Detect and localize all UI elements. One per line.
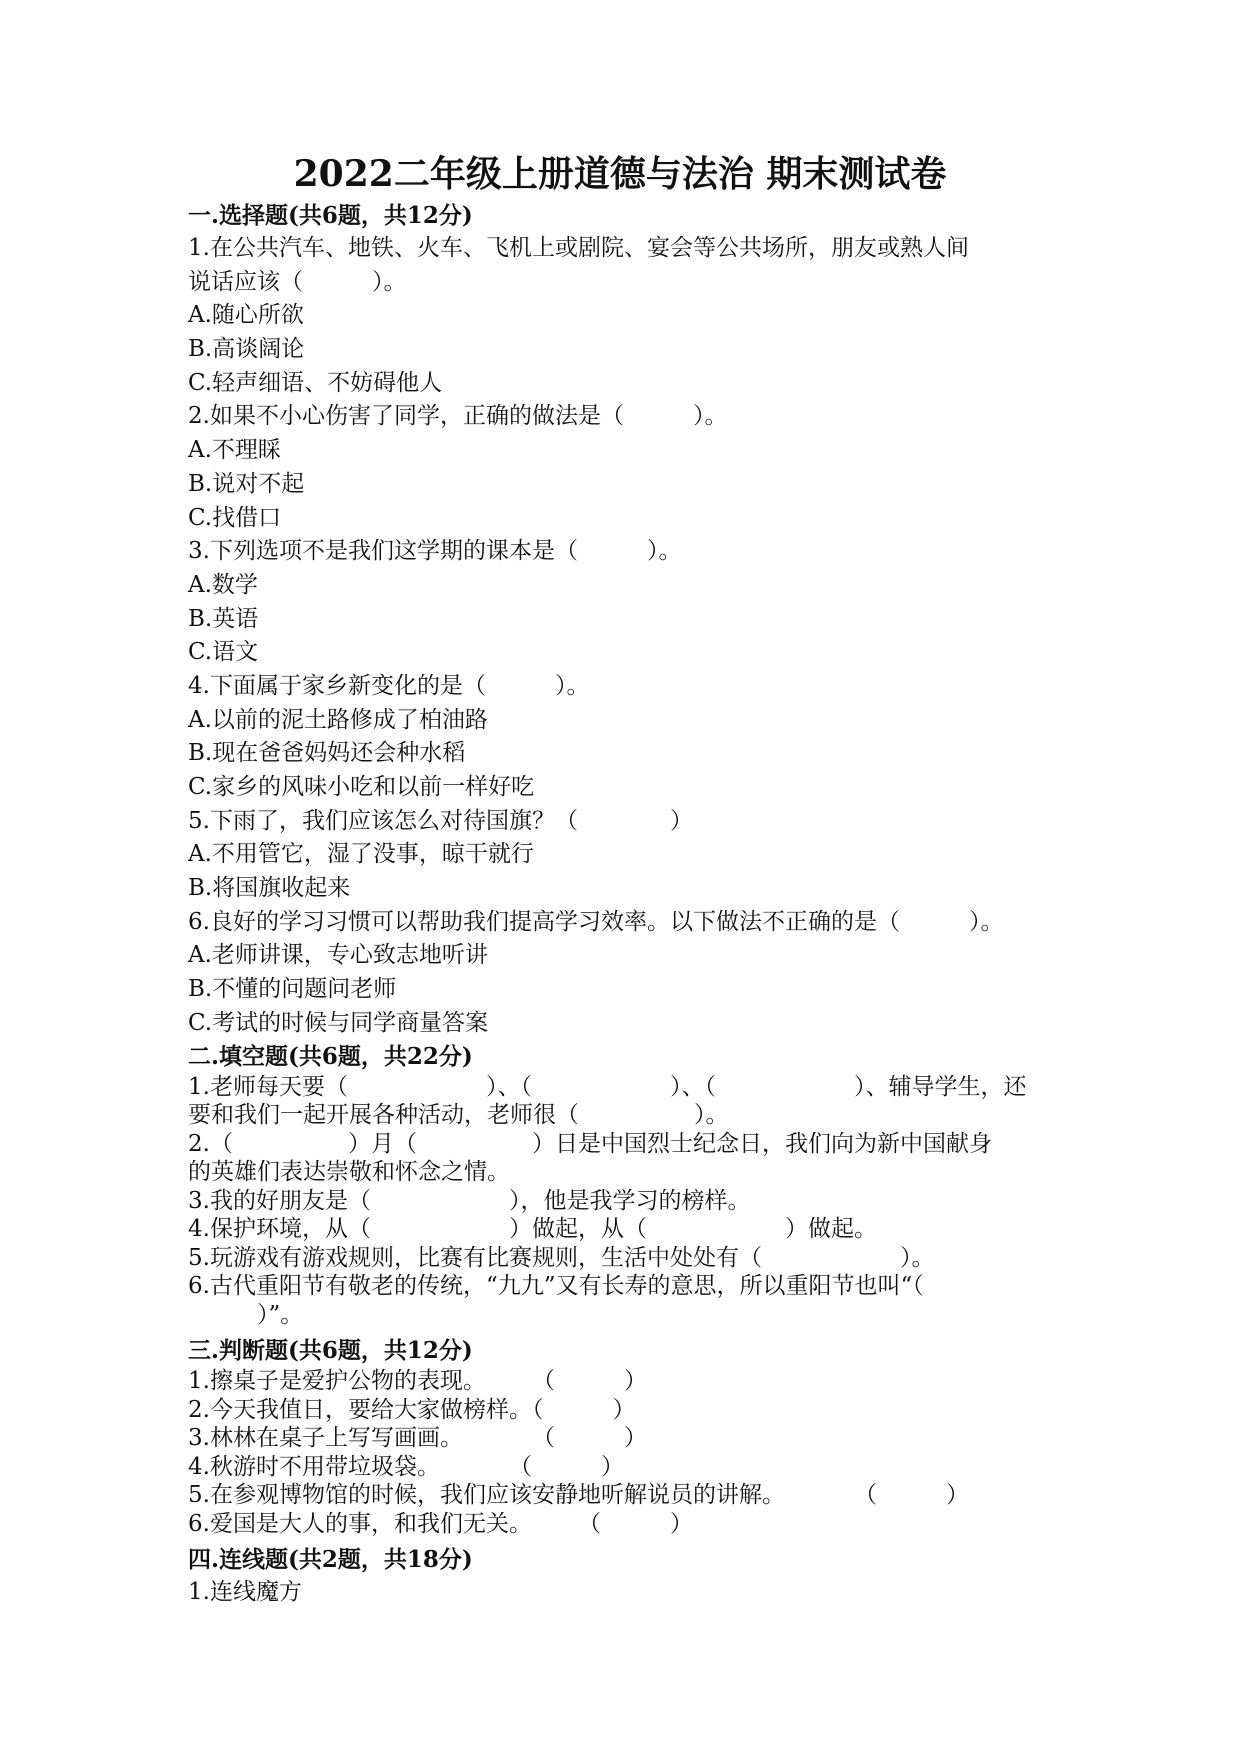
option-line: B.不懂的问题问老师 [188, 976, 397, 1003]
section-matching [188, 1544, 1088, 1610]
question-line: 5.玩游戏有游戏规则，比赛有比赛规则，生活中处处有（ ）。 [188, 1244, 935, 1271]
question-line: 3.林林在桌子上写写画画。 （ ） [188, 1425, 647, 1451]
option-line: C.轻声细语、不妨碍他人 [188, 369, 443, 396]
option-line: A.老师讲课，专心致志地听讲 [188, 942, 488, 969]
section-true-false [188, 1335, 1088, 1538]
question-line: 说话应该（ ）。 [188, 268, 407, 295]
page-title: 2022二年级上册道德与法治 期末测试卷 [293, 153, 947, 195]
option-line: A.数学 [188, 571, 258, 598]
question-line: 6.古代重阳节有敬老的传统，“九九”又有长寿的意思，所以重阳节也叫“（ [188, 1273, 924, 1299]
question-line: 4.下面属于家乡新变化的是（ ）。 [188, 672, 590, 699]
section-multiple-choice [188, 200, 1088, 1041]
section-heading: 二.填空题(共6题，共22分) [188, 1042, 473, 1070]
question-line: 4.秋游时不用带垃圾袋。 （ ） [188, 1453, 624, 1480]
section-heading: 一.选择题(共6题，共12分) [188, 202, 473, 229]
question-line: 的英雄们表达崇敬和怀念之情。 [188, 1159, 510, 1185]
option-line: A.不理睬 [188, 437, 281, 464]
question-line: 3.我的好朋友是（ ），他是我学习的榜样。 [188, 1187, 751, 1214]
question-line: 6.良好的学习习惯可以帮助我们提高学习效率。以下做法不正确的是（ ）。 [188, 908, 1004, 935]
question-line: 1.在公共汽车、地铁、火车、飞机上或剧院、宴会等公共场所，朋友或熟人间 [188, 235, 969, 261]
option-line: C.语文 [188, 639, 259, 666]
question-line: 2.如果不小心伤害了同学，正确的做法是（ ）。 [188, 403, 728, 430]
option-line: C.家乡的风味小吃和以前一样好吃 [188, 774, 535, 800]
question-line: 5.下雨了，我们应该怎么对待国旗？（ ） [188, 807, 693, 834]
option-line: B.英语 [188, 605, 259, 632]
question-line: 3.下列选项不是我们这学期的课本是（ ）。 [188, 538, 682, 565]
option-line: A.以前的泥土路修成了柏油路 [188, 706, 488, 733]
question-line: ）”。 [188, 1301, 304, 1328]
section-heading: 三.判断题(共6题，共12分) [188, 1337, 473, 1364]
question-line: 要和我们一起开展各种活动，老师很（ ）。 [188, 1102, 729, 1128]
option-line: B.高谈阔论 [188, 336, 305, 363]
option-line: A.随心所欲 [188, 302, 304, 329]
option-line: A.不用管它，湿了没事，晾干就行 [188, 841, 534, 868]
option-line: C.找借口 [188, 504, 282, 531]
section-heading: 四.连线题(共2题，共18分) [188, 1546, 473, 1573]
question-line: 1.老师每天要（ ）、（ ）、（ ）、辅导学生，还 [188, 1073, 1027, 1100]
exam-content [188, 200, 1088, 1610]
option-line: B.说对不起 [188, 470, 305, 497]
question-line: 5.在参观博物馆的时候，我们应该安静地听解说员的讲解。 （ ） [188, 1482, 969, 1508]
question-line: 2.今天我值日，要给大家做榜样。（ ） [188, 1396, 636, 1423]
section-fill-blank [188, 1041, 1088, 1330]
option-line: C.考试的时候与同学商量答案 [188, 1009, 489, 1036]
option-line: B.将国旗收起来 [188, 875, 351, 902]
question-line: 2.（ ）月（ ）日是中国烈士纪念日，我们向为新中国献身 [188, 1130, 992, 1157]
question-line: 1.连线魔方 [188, 1579, 302, 1605]
option-line: B.现在爸爸妈妈还会种水稻 [188, 740, 466, 767]
question-line: 1.擦桌子是爱护公物的表现。 （ ） [188, 1368, 647, 1394]
question-line: 4.保护环境，从（ ）做起，从（ ）做起。 [188, 1216, 877, 1242]
question-line: 6.爱国是大人的事，和我们无关。 （ ） [188, 1510, 693, 1537]
